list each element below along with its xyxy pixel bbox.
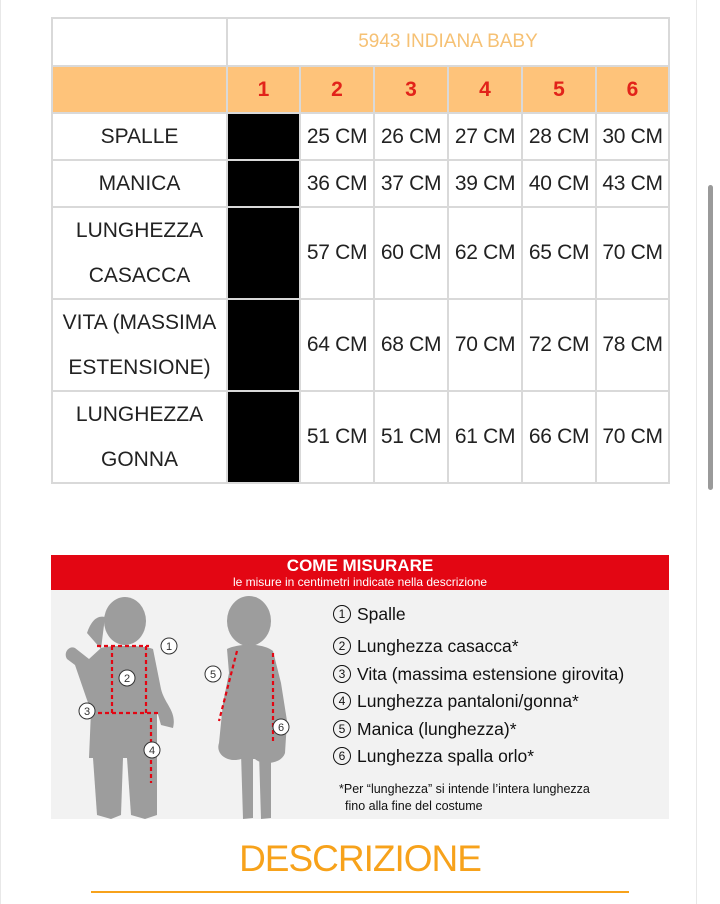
child-front-figure: [61, 593, 196, 823]
figure-label: 3: [83, 706, 91, 718]
number-circle-icon: 1: [333, 605, 351, 623]
measure-cell: 72 CM: [522, 299, 596, 391]
table-corner-cell: [52, 18, 227, 66]
size-header: 1: [227, 66, 300, 113]
table-row: [52, 113, 669, 160]
measure-cell: 70 CM: [596, 391, 669, 483]
how-to-measure-banner: [51, 555, 669, 590]
measure-cell: 51 CM: [300, 391, 374, 483]
measure-cell: 36 CM: [300, 160, 374, 207]
measure-cell: 37 CM: [374, 160, 448, 207]
description-heading: DESCRIZIONE: [239, 838, 481, 879]
number-circle-icon: 5: [333, 720, 351, 738]
legend-text: Vita (massima estensione girovita): [357, 663, 625, 684]
measure-cell: 61 CM: [448, 391, 522, 483]
row-label: LUNGHEZZA CASACCA: [52, 207, 227, 299]
child-side-figure: [201, 593, 311, 823]
unavailable-size-cell: [227, 113, 300, 160]
measure-cell: 65 CM: [522, 207, 596, 299]
legend-item: [333, 744, 534, 768]
measure-cell: 30 CM: [596, 113, 669, 160]
row-label: LUNGHEZZA GONNA: [52, 391, 227, 483]
size-header: 6: [596, 66, 669, 113]
number-circle-icon: 6: [333, 747, 351, 765]
legend-text: Lunghezza pantaloni/gonna*: [357, 690, 579, 711]
unavailable-size-cell: [227, 160, 300, 207]
size-header: 5: [522, 66, 596, 113]
measure-cell: 27 CM: [448, 113, 522, 160]
table-row: [52, 207, 669, 299]
unavailable-size-cell: [227, 299, 300, 391]
number-circle-icon: 2: [333, 637, 351, 655]
legend-text: Manica (lunghezza)*: [357, 718, 517, 739]
row-label: SPALLE: [52, 113, 227, 160]
legend-text: Lunghezza casacca*: [357, 635, 519, 656]
figure-label: 4: [148, 745, 156, 757]
figure-label: 5: [209, 669, 217, 681]
figure-label: 1: [165, 641, 173, 653]
measure-cell: 70 CM: [596, 207, 669, 299]
measure-cell: 64 CM: [300, 299, 374, 391]
measure-cell: 28 CM: [522, 113, 596, 160]
legend-item: [333, 602, 406, 626]
legend-item: [333, 717, 517, 741]
row-label: MANICA: [52, 160, 227, 207]
legend-text: Lunghezza spalla orlo*: [357, 745, 535, 766]
header-empty-cell: [52, 66, 227, 113]
measure-cell: 78 CM: [596, 299, 669, 391]
legend-item: [333, 634, 519, 658]
row-label: VITA (MASSIMA ESTENSIONE): [52, 299, 227, 391]
legend-item: [333, 662, 624, 686]
scrollbar[interactable]: [708, 185, 713, 490]
measure-cell: 26 CM: [374, 113, 448, 160]
measure-cell: 51 CM: [374, 391, 448, 483]
table-title: 5943 INDIANA BABY: [227, 18, 669, 66]
unavailable-size-cell: [227, 391, 300, 483]
measure-cell: 43 CM: [596, 160, 669, 207]
description-underline: [91, 891, 629, 893]
figure-label: 2: [123, 673, 131, 685]
measure-cell: 25 CM: [300, 113, 374, 160]
measure-cell: 60 CM: [374, 207, 448, 299]
legend-item: [333, 689, 579, 713]
measure-cell: 40 CM: [522, 160, 596, 207]
how-to-measure-panel: [51, 555, 669, 819]
table-row: [52, 160, 669, 207]
measure-cell: 39 CM: [448, 160, 522, 207]
number-circle-icon: 3: [333, 665, 351, 683]
banner-subtitle: le misure in centimetri indicate nella descrizione: [232, 575, 488, 589]
unavailable-size-cell: [227, 207, 300, 299]
measure-cell: 57 CM: [300, 207, 374, 299]
figure-label: 6: [277, 722, 285, 734]
number-circle-icon: 4: [333, 692, 351, 710]
measure-cell: 62 CM: [448, 207, 522, 299]
measure-cell: 68 CM: [374, 299, 448, 391]
table-row: [52, 391, 669, 483]
size-header: 4: [448, 66, 522, 113]
size-table: [51, 17, 670, 484]
table-row: [52, 299, 669, 391]
measure-cell: 70 CM: [448, 299, 522, 391]
measure-cell: 66 CM: [522, 391, 596, 483]
length-note: *Per “lunghezza” si intende l’intera lunghezza fino alla fine del costume: [339, 782, 590, 813]
legend-text: Spalle: [357, 603, 406, 624]
size-header: 2: [300, 66, 374, 113]
size-header: 3: [374, 66, 448, 113]
banner-title: COME MISURARE: [286, 556, 434, 575]
